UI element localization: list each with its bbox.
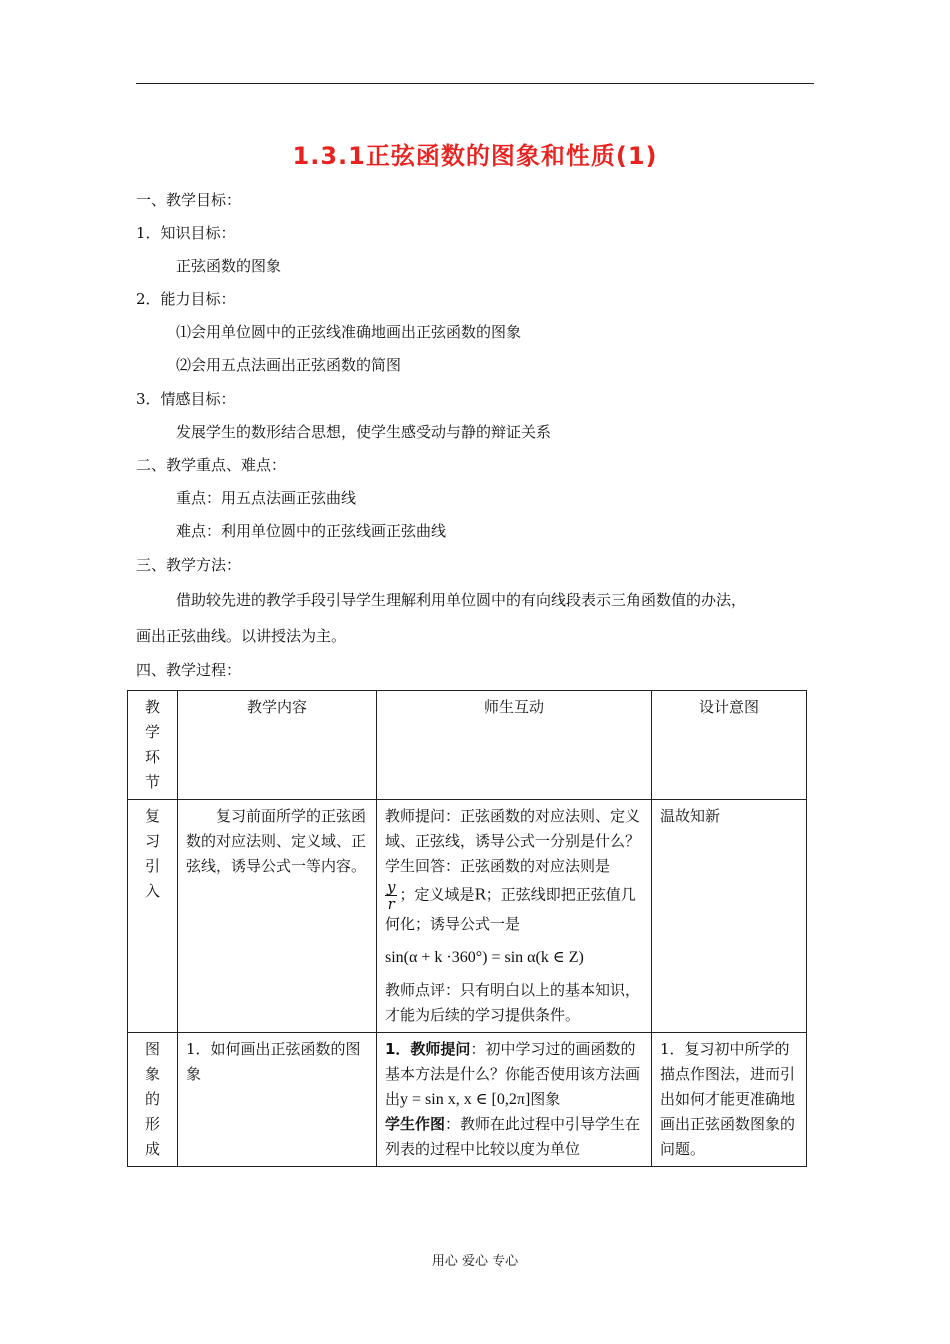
stage-char: 成	[144, 1140, 160, 1158]
fraction-y-over-r	[385, 879, 397, 912]
objectives-heading: 一、教学目标：	[136, 191, 242, 209]
content-cell	[178, 800, 377, 1033]
emotion-objective-label: 3．情感目标：	[136, 390, 236, 408]
ability-objective-label: 2．能力目标：	[136, 290, 236, 308]
difficult-point-text: 难点：利用单位圆中的正弦线画正弦曲线	[176, 522, 447, 540]
stage-char: 形	[144, 1115, 160, 1133]
page-footer: 用心 爱心 专心	[431, 1254, 519, 1269]
header-stage-char: 环	[144, 748, 160, 766]
answer-text: ；定义域是R；正弦线即把正弦值几何化；诱导公式一是	[385, 885, 636, 933]
header-interaction: 师生互动	[377, 691, 652, 800]
stage-formation	[128, 1033, 178, 1167]
stage-char: 的	[144, 1090, 160, 1108]
teacher-comment: 教师点评：只有明白以上的基本知识，才能为后续的学习提供条件。	[385, 981, 641, 1024]
question-text: ：初中学习过的画函数的基本方法是什么？你能否使用该方法画出	[385, 1040, 641, 1108]
student-drawing	[385, 1112, 643, 1162]
interaction-cell	[377, 800, 652, 1033]
stage-char: 图	[144, 1040, 160, 1058]
stage-char: 习	[144, 832, 160, 850]
sine-interval-formula: y = sin x, x ∈ [0,2π]	[400, 1091, 531, 1108]
bold-label: 1．教师提问	[385, 1040, 471, 1058]
intent-cell: 温故知新	[652, 800, 807, 1033]
table-row	[128, 800, 807, 1033]
method-text-line-1: 借助较先进的教学手段引导学生理解利用单位圆中的有向线段表示三角函数值的办法，	[176, 591, 747, 609]
ability-objective-item-1: ⑴会用单位圆中的正弦线准确地画出正弦函数的图象	[176, 323, 522, 341]
page-title: 1.3.1正弦函数的图象和性质(1)	[292, 142, 658, 170]
stage-char: 象	[144, 1065, 160, 1083]
bold-label: 学生作图	[385, 1115, 446, 1133]
teacher-question: 教师提问：正弦函数的对应法则、定义域、正弦线，诱导公式一分别是什么？	[385, 807, 641, 850]
process-heading: 四、教学过程：	[136, 661, 242, 679]
intent-cell: 1．复习初中所学的描点作图法，进而引出如何才能更准确地画出正弦函数图象的问题。	[652, 1033, 807, 1167]
key-point-text: 重点：用五点法画正弦曲线	[176, 489, 357, 507]
knowledge-objective-text: 正弦函数的图象	[176, 257, 282, 275]
teaching-process-table	[127, 690, 807, 1167]
header-stage-char: 节	[144, 773, 160, 791]
emotion-objective-text: 发展学生的数形结合思想，使学生感受动与静的辩证关系	[176, 423, 552, 441]
header-stage	[128, 691, 178, 800]
table-row	[128, 1033, 807, 1167]
method-heading: 三、教学方法：	[136, 556, 242, 574]
interaction-cell	[377, 1033, 652, 1167]
table-header-row	[128, 691, 807, 800]
content-text: 复习前面所学的正弦函数的对应法则、定义域、正弦线，诱导公式一等内容。	[186, 807, 367, 875]
key-points-heading: 二、教学重点、难点：	[136, 456, 287, 474]
stage-char: 引	[144, 857, 160, 875]
answer-continued	[385, 879, 643, 937]
fraction-denominator: r	[387, 895, 395, 913]
stage-char: 入	[144, 882, 160, 900]
header-stage-char: 教	[144, 698, 160, 716]
header-stage-char: 学	[144, 723, 160, 741]
header-content: 教学内容	[178, 691, 377, 800]
fraction-numerator: y	[387, 878, 396, 896]
method-text-line-2: 画出正弦曲线。以讲授法为主。	[136, 627, 347, 645]
stage-char: 复	[144, 807, 160, 825]
knowledge-objective-label: 1．知识目标：	[136, 224, 236, 242]
header-intent: 设计意图	[652, 691, 807, 800]
student-answer: 学生回答：正弦函数的对应法则是	[385, 857, 611, 875]
induction-formula: sin(α + k ·360°) = sin α(k ∈ Z)	[385, 949, 584, 966]
teacher-question-2	[385, 1037, 643, 1112]
question-suffix: 图象	[530, 1090, 561, 1108]
ability-objective-item-2: ⑵会用五点法画出正弦函数的简图	[176, 356, 402, 374]
drawing-text: ：教师在此过程中引导学生在列表的过程中比较以度为单位	[385, 1115, 641, 1158]
stage-review	[128, 800, 178, 1033]
header-rule	[136, 83, 814, 84]
content-cell: 1．如何画出正弦函数的图象	[178, 1033, 377, 1167]
